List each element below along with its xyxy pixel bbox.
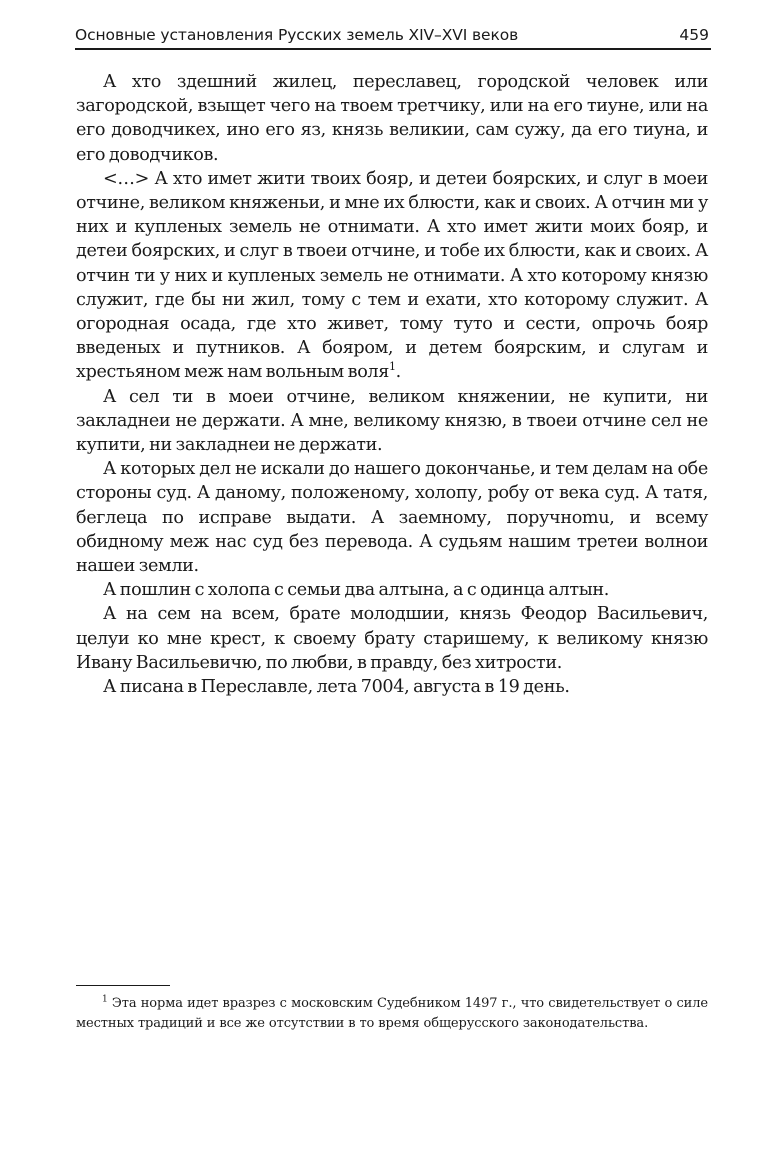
running-header: [75, 22, 711, 50]
paragraph-1: А хто здешний жилец, переславец, городской человек или загородской, взыщет чего на твоем третчику, или на его тиуне, или на его доводчикех, ино его яз, князь великии, сам сужу, да его тиуна, и его доводчиков.: [76, 72, 708, 165]
paragraph-4: А которых дел не искали до нашего докончанье, и тем делам на обе стороны суд. А даному, положеному, холопу, робу от века суд. А татя, беглеца по исправе выдати. А заемному, поручноmu, и всему обидному меж нас суд без перевода. А судьям нашим третеи волнои нашеи земли.: [76, 459, 708, 577]
paragraph-2: [76, 167, 708, 385]
footnote-marker: 1: [102, 994, 108, 1005]
footnote-divider: [76, 985, 170, 986]
paragraph-6: А на сем на всем, брате молодшии, князь Феодор Васильевич, целуи ко мне крест, к своему брату старишему, к великому князю Ивану Васильевичю, по любви, в правду, без хитрости.: [76, 604, 708, 673]
page-number: 459: [679, 26, 709, 44]
paragraph-2-text: <…> А хто имет жити твоих бояр, и детеи боярских, и слуг в моеи отчине, великом княженьи, и мне их блюсти, как и своих. А отчин ми у них и купленых земель не отнимати. А хто имет жити моих бояр, и детеи боярских, и слуг в твоеи отчине, и тобе их блюсти, как и своих. А отчин ти у них и купленых земель не отнимати. А хто которому князю служит, где бы ни жил, тому с тем и ехати, хто которому служит. А огородная осада, где хто живет, тому туто и сести, опрочь бояр введеных и путников. А бояром, и детем боярским, и слугам и хрестьяном меж нам вольным воля: [76, 168, 708, 383]
paragraph-7: А писана в Переславле, лета 7004, августа в 19 день.: [103, 677, 570, 698]
main-text: [76, 70, 708, 699]
running-title: Основные установления Русских земель XIV–XVI веков: [75, 26, 519, 44]
paragraph-3: А сел ти в моеи отчине, великом княжении, не купити, ни закладнеи не держати. А мне, великому князю, в твоеи отчине сел не купити, ни закладнеи не держати.: [76, 386, 708, 456]
paragraph-2-end: .: [395, 362, 401, 383]
footnote-paragraph: [76, 994, 708, 1034]
footnote: [76, 994, 708, 1034]
paragraph-5: А пошлин с холопа с семьи два алтына, а с одинца алтын.: [103, 580, 610, 601]
footnote-text: Эта норма идет вразрез с московским Судебником 1497 г., что свидетельствует о силе местных традиций и все же отсутствии в то время общерусского законодательства.: [76, 996, 708, 1031]
footnote-reference: 1: [389, 360, 396, 374]
